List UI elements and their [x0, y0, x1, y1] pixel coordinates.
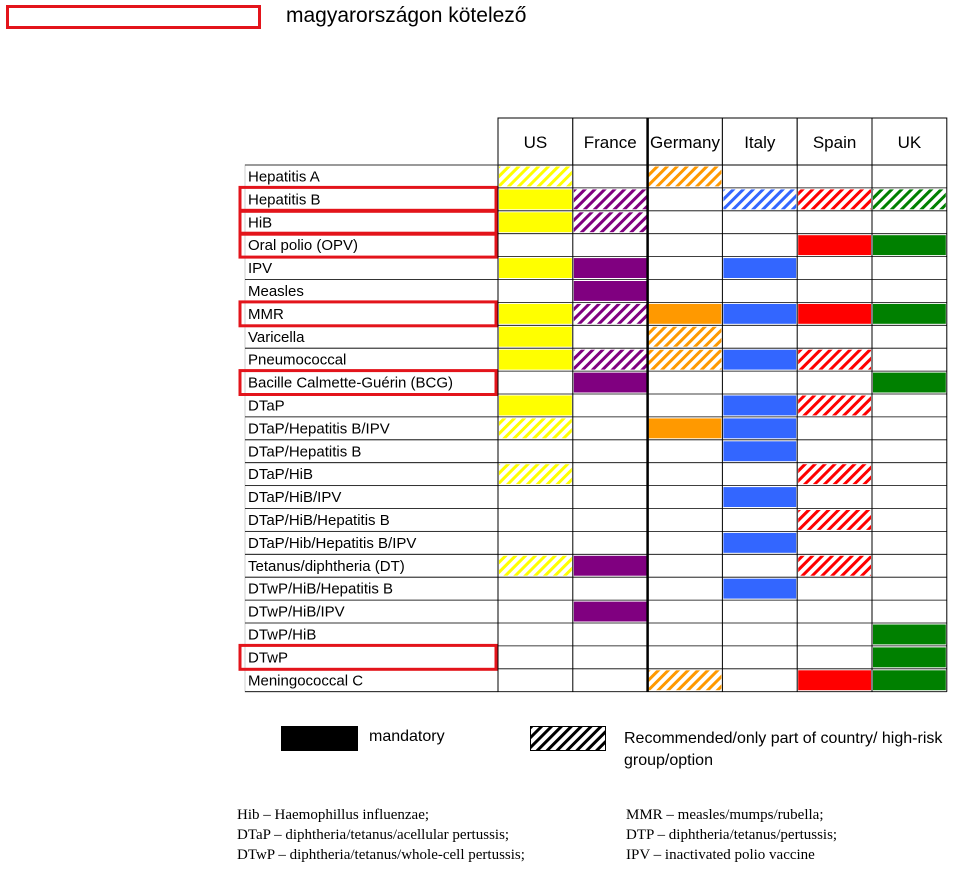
schedule-cell-empty — [574, 167, 647, 187]
schedule-cell-filled — [649, 327, 722, 347]
schedule-cell-filled — [499, 350, 572, 370]
schedule-cell-empty — [723, 647, 796, 667]
schedule-cell-filled — [649, 418, 722, 438]
schedule-cell-filled — [499, 396, 572, 416]
schedule-cell-empty — [873, 281, 946, 301]
schedule-cell-filled — [649, 350, 722, 370]
schedule-cell-empty — [873, 533, 946, 553]
row-label: DTwP — [248, 649, 289, 667]
schedule-cell-empty — [574, 487, 647, 507]
schedule-cell-empty — [723, 281, 796, 301]
column-header-italy: Italy — [744, 133, 776, 152]
column-header-france: France — [583, 133, 637, 152]
schedule-cell-filled — [798, 235, 871, 255]
schedule-cell-empty — [723, 602, 796, 622]
schedule-cell-filled — [499, 327, 572, 347]
schedule-cell-empty — [649, 556, 722, 576]
schedule-cell-empty — [873, 464, 946, 484]
schedule-cell-empty — [499, 579, 572, 599]
row-label: Tetanus/diphtheria (DT) — [248, 557, 405, 575]
schedule-cell-empty — [649, 281, 722, 301]
schedule-cell-empty — [798, 579, 871, 599]
schedule-cell-filled — [574, 189, 647, 209]
row-label: MMR — [248, 305, 284, 323]
column-header-spain: Spain — [812, 133, 857, 152]
row-label: DTwP/HiB — [248, 626, 317, 644]
schedule-cell-empty — [798, 487, 871, 507]
schedule-cell-empty — [723, 167, 796, 187]
schedule-cell-empty — [723, 212, 796, 232]
schedule-cell-empty — [873, 327, 946, 347]
schedule-cell-filled — [723, 350, 796, 370]
schedule-cell-filled — [798, 556, 871, 576]
schedule-cell-empty — [499, 625, 572, 645]
schedule-cell-filled — [574, 212, 647, 232]
schedule-cell-empty — [574, 235, 647, 255]
schedule-cell-empty — [499, 647, 572, 667]
abbreviation-hib: Hib – Haemophillus influenzae; — [237, 807, 430, 823]
schedule-cell-empty — [499, 235, 572, 255]
schedule-cell-filled — [649, 304, 722, 324]
row-label: DTaP/HiB — [248, 466, 314, 484]
schedule-cell-empty — [649, 258, 722, 278]
schedule-cell-empty — [873, 212, 946, 232]
schedule-cell-empty — [574, 418, 647, 438]
schedule-cell-empty — [873, 487, 946, 507]
schedule-cell-filled — [798, 304, 871, 324]
schedule-cell-empty — [649, 487, 722, 507]
schedule-cell-empty — [574, 327, 647, 347]
schedule-cell-empty — [574, 625, 647, 645]
schedule-cell-empty — [873, 396, 946, 416]
schedule-cell-filled — [723, 304, 796, 324]
row-label: Varicella — [248, 328, 305, 346]
schedule-cell-empty — [649, 533, 722, 553]
row-label: Oral polio (OPV) — [248, 237, 359, 255]
schedule-cell-empty — [574, 396, 647, 416]
schedule-cell-empty — [499, 441, 572, 461]
row-label: DTwP/HiB/IPV — [248, 603, 345, 621]
schedule-cell-empty — [499, 487, 572, 507]
schedule-cell-empty — [723, 373, 796, 393]
schedule-cell-empty — [649, 625, 722, 645]
schedule-cell-empty — [723, 327, 796, 347]
schedule-cell-filled — [873, 373, 946, 393]
row-label: Pneumococcal — [248, 351, 347, 369]
schedule-cell-filled — [873, 625, 946, 645]
schedule-cell-filled — [499, 556, 572, 576]
schedule-cell-filled — [723, 396, 796, 416]
schedule-cell-empty — [574, 670, 647, 690]
schedule-cell-empty — [798, 373, 871, 393]
schedule-cell-filled — [574, 258, 647, 278]
schedule-cell-empty — [574, 647, 647, 667]
schedule-cell-empty — [649, 647, 722, 667]
schedule-cell-filled — [499, 418, 572, 438]
abbreviation-dtap: DTaP – diphtheria/tetanus/acellular pertussis; — [237, 827, 510, 843]
row-label: DTaP — [248, 397, 285, 415]
abbreviation-mmr: MMR – measles/mumps/rubella; — [626, 807, 824, 823]
row-label: IPV — [248, 260, 273, 278]
schedule-cell-empty — [499, 281, 572, 301]
schedule-cell-filled — [873, 235, 946, 255]
schedule-cell-empty — [723, 235, 796, 255]
schedule-cell-filled — [723, 418, 796, 438]
schedule-cell-filled — [723, 533, 796, 553]
schedule-cell-filled — [873, 647, 946, 667]
abbreviation-dtwp: DTwP – diphtheria/tetanus/whole-cell pertussis; — [237, 847, 525, 863]
schedule-cell-filled — [574, 281, 647, 301]
schedule-cell-filled — [798, 350, 871, 370]
schedule-cell-filled — [873, 189, 946, 209]
schedule-cell-empty — [499, 602, 572, 622]
schedule-cell-empty — [798, 647, 871, 667]
schedule-cell-empty — [873, 167, 946, 187]
row-label: DTaP/HiB/Hepatitis B — [248, 512, 390, 529]
abbreviation-dtp: DTP – diphtheria/tetanus/pertussis; — [626, 827, 838, 843]
row-label: DTaP/Hepatitis B — [248, 443, 362, 461]
abbreviations-right — [626, 805, 837, 865]
schedule-cell-empty — [649, 464, 722, 484]
schedule-cell-empty — [649, 212, 722, 232]
schedule-cell-empty — [798, 533, 871, 553]
row-label: Hepatitis A — [248, 168, 320, 186]
schedule-cell-filled — [798, 670, 871, 690]
schedule-cell-empty — [873, 510, 946, 530]
schedule-cell-empty — [798, 167, 871, 187]
schedule-cell-filled — [574, 304, 647, 324]
schedule-cell-filled — [723, 579, 796, 599]
schedule-cell-filled — [649, 167, 722, 187]
abbreviations-left — [237, 805, 525, 865]
schedule-cell-filled — [499, 304, 572, 324]
schedule-cell-empty — [649, 396, 722, 416]
schedule-cell-empty — [499, 670, 572, 690]
schedule-cell-empty — [723, 670, 796, 690]
schedule-cell-empty — [649, 373, 722, 393]
schedule-cell-empty — [873, 418, 946, 438]
schedule-cell-filled — [798, 510, 871, 530]
schedule-cell-filled — [798, 464, 871, 484]
schedule-cell-filled — [499, 167, 572, 187]
abbreviation-ipv: IPV – inactivated polio vaccine — [626, 847, 815, 863]
mandatory-legend-label: mandatory — [369, 728, 445, 745]
schedule-cell-empty — [499, 533, 572, 553]
row-label-cell — [245, 257, 498, 280]
schedule-cell-filled — [649, 670, 722, 690]
schedule-cell-empty — [723, 625, 796, 645]
schedule-cell-empty — [723, 464, 796, 484]
schedule-cell-filled — [723, 189, 796, 209]
schedule-cell-filled — [574, 373, 647, 393]
schedule-cell-filled — [873, 670, 946, 690]
schedule-cell-empty — [873, 579, 946, 599]
schedule-cell-filled — [723, 258, 796, 278]
mandatory-in-hungary-label: magyarországon kötelező — [286, 4, 527, 27]
schedule-cell-filled — [499, 212, 572, 232]
schedule-cell-empty — [499, 373, 572, 393]
schedule-cell-empty — [574, 533, 647, 553]
column-header-uk: UK — [897, 133, 922, 152]
schedule-cell-empty — [873, 258, 946, 278]
schedule-cell-empty — [873, 556, 946, 576]
row-label-cell — [245, 211, 498, 234]
schedule-cell-empty — [574, 464, 647, 484]
schedule-cell-empty — [798, 418, 871, 438]
row-label: DTaP/Hepatitis B/IPV — [248, 420, 390, 438]
row-label: DTaP/HiB/IPV — [248, 489, 342, 507]
schedule-cell-empty — [798, 258, 871, 278]
column-header-us: US — [523, 133, 548, 152]
schedule-cell-empty — [574, 441, 647, 461]
schedule-cell-empty — [873, 602, 946, 622]
schedule-cell-empty — [798, 212, 871, 232]
schedule-cell-empty — [798, 602, 871, 622]
schedule-cell-filled — [499, 258, 572, 278]
schedule-cell-filled — [574, 556, 647, 576]
schedule-cell-empty — [574, 510, 647, 530]
row-label: DTaP/Hib/Hepatitis B/IPV — [248, 534, 417, 552]
schedule-cell-empty — [798, 625, 871, 645]
schedule-cell-empty — [798, 281, 871, 301]
schedule-cell-filled — [574, 602, 647, 622]
row-label: DTwP/HiB/Hepatitis B — [248, 580, 394, 598]
schedule-cell-empty — [649, 602, 722, 622]
schedule-cell-empty — [873, 441, 946, 461]
schedule-cell-filled — [798, 396, 871, 416]
schedule-cell-filled — [499, 464, 572, 484]
schedule-cell-empty — [499, 510, 572, 530]
column-header-germany: Germany — [650, 133, 720, 152]
schedule-cell-empty — [873, 350, 946, 370]
mandatory-legend-swatch — [281, 726, 358, 751]
schedule-cell-filled — [873, 304, 946, 324]
row-label: Hepatitis B — [248, 191, 321, 209]
row-label: Measles — [248, 283, 304, 300]
schedule-cell-filled — [574, 350, 647, 370]
schedule-cell-empty — [574, 579, 647, 599]
schedule-cell-empty — [723, 510, 796, 530]
schedule-cell-filled — [723, 487, 796, 507]
row-label: Bacille Calmette-Guérin (BCG) — [248, 374, 454, 392]
schedule-cell-empty — [798, 441, 871, 461]
schedule-cell-empty — [649, 189, 722, 209]
schedule-cell-empty — [649, 510, 722, 530]
schedule-cell-empty — [723, 556, 796, 576]
schedule-cell-filled — [723, 441, 796, 461]
row-label: Meningococcal C — [248, 672, 364, 690]
schedule-cell-empty — [798, 327, 871, 347]
recommended-legend-swatch — [530, 726, 606, 751]
row-label: HiB — [248, 214, 273, 232]
recommended-legend-label: Recommended/only part of country/ high-risk group/option — [624, 730, 943, 769]
schedule-cell-empty — [649, 579, 722, 599]
schedule-cell-filled — [499, 189, 572, 209]
schedule-cell-filled — [798, 189, 871, 209]
schedule-cell-empty — [649, 235, 722, 255]
schedule-cell-empty — [649, 441, 722, 461]
